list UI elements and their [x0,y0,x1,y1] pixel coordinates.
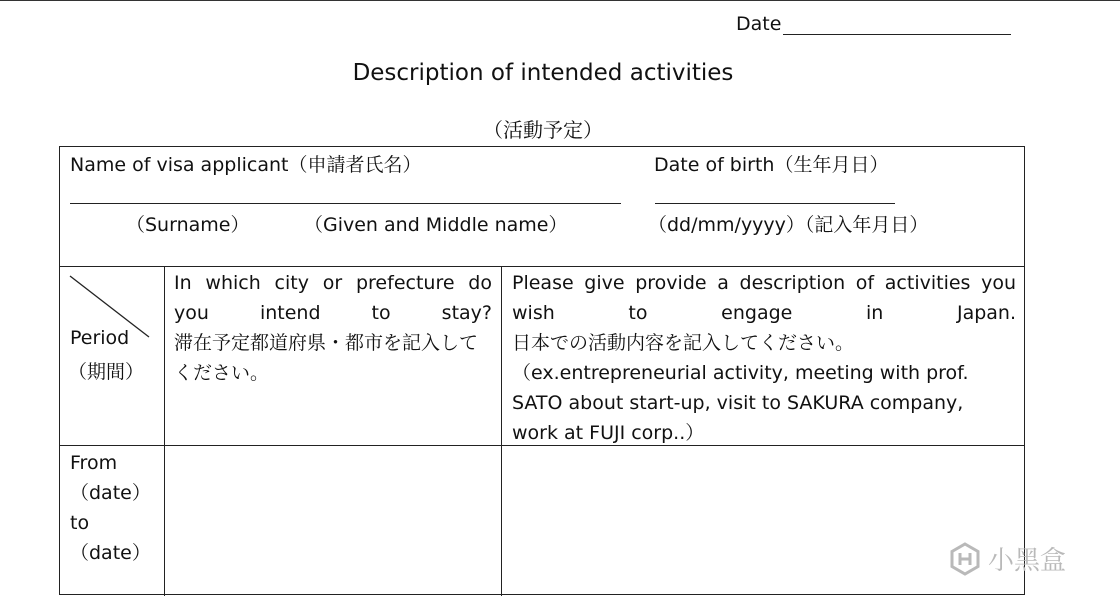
diagonal-divider [60,266,164,445]
period-dates-cell [70,448,162,568]
date-label: Date [736,13,782,35]
row-divider-top [60,266,1024,267]
to-date-label: （date） [70,542,151,564]
city-question: In which city or prefecture do you intend to stay? [174,272,492,324]
period-jp-label: （期間） [68,361,145,383]
activities-question-jp: 日本での活動内容を記入してください。 [512,332,855,354]
date-field[interactable] [736,10,1011,35]
activity-form-table [59,146,1025,595]
activities-example: （ex.entrepreneurial activity, meeting with prof. SATO about start-up, visit to SAKURA company, work at FUJI corp..） [512,362,969,444]
applicant-name-label: Name of visa applicant（申請者氏名） [70,154,422,176]
watermark [948,540,1066,577]
given-name-label: （Given and Middle name） [304,214,568,236]
city-input-cell[interactable] [165,446,501,596]
dob-label: Date of birth（生年月日） [654,154,889,176]
watermark-text: 小黑盒 [988,546,1067,576]
from-label: From [70,452,118,474]
dob-format-label: （dd/mm/yyyy）（記入年月日） [648,214,929,236]
date-underline[interactable] [783,10,1011,35]
to-label: to [70,512,90,534]
surname-label: （Surname） [126,214,250,236]
page-subtitle: （活動予定） [483,118,603,142]
city-question-cell [174,268,492,388]
watermark-hexagon-icon [948,542,982,576]
city-question-jp: 滞在予定都道府県・都市を記入してください。 [174,332,479,384]
activities-question: Please give provide a description of activities you wish to engage in Japan. [512,272,1016,324]
applicant-name-line[interactable] [70,203,621,204]
activities-input-cell[interactable] [502,446,1024,596]
page-title: Description of intended activities [352,60,734,86]
activities-question-cell [512,268,1016,448]
dob-line[interactable] [655,203,895,204]
period-label: Period [70,327,130,349]
top-border-line [0,0,1120,1]
from-date-label: （date） [70,482,151,504]
